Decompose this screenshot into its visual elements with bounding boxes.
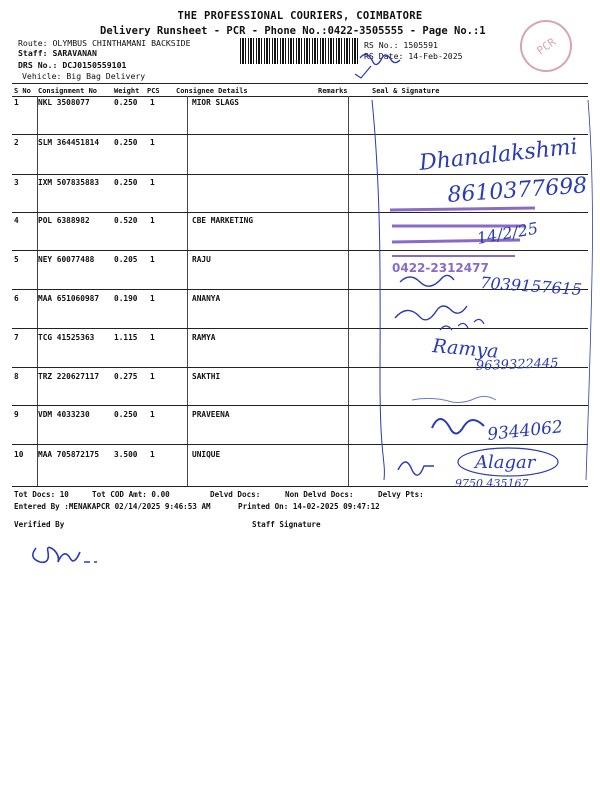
row8-faint-scribble [412,396,496,402]
row-weight: 0.250 [114,138,138,147]
route-label: Route: OLYMBUS CHINTHAMANI BACKSIDE [18,38,191,48]
col-sno: S No [14,87,31,95]
staff-label: Staff: SARAVANAN [18,48,97,58]
row5-phone: 7039157615 [479,273,583,300]
row-consignee: RAJU [192,255,211,264]
drs-number: DRS No.: DCJ0150559101 [18,60,127,70]
seal-column-border-right [586,100,592,480]
row-weight: 0.205 [114,255,138,264]
vehicle-label: Vehicle: Big Bag Delivery [22,71,146,81]
row-consignment: NKL 3508077 [38,98,90,107]
row-consignee: UNIQUE [192,450,221,459]
row9-phone: 9344062 [486,417,564,445]
verified-by-label: Verified By [14,520,65,529]
row9-signature-scribble [432,419,484,434]
col-pcs: PCS [147,87,160,95]
row-consignment: IXM 507835883 [38,178,100,187]
row-pcs: 1 [150,138,155,147]
row-consignment: NEY 60077488 [38,255,95,264]
total-cod-amount: Tot COD Amt: 0.00 [92,490,170,499]
row-sno: 9 [14,410,19,419]
row6-signature-scribble [395,306,467,320]
col-weight: Weight [114,87,140,95]
row-consignment: POL 6388982 [38,216,90,225]
row-pcs: 1 [150,333,155,342]
row-pcs: 1 [150,410,155,419]
row-consignment: VDM 4033230 [38,410,90,419]
verified-by-signature [33,547,97,562]
company-title: THE PROFESSIONAL COURIERS, COIMBATORE [177,10,423,22]
row-sno: 10 [14,450,24,459]
row-pcs: 1 [150,294,155,303]
row-pcs: 1 [150,255,155,264]
stamp-line [390,208,535,210]
runsheet-title: Delivery Runsheet - PCR - Phone No.:0422-3505555 - Page No.:1 [100,25,486,37]
row-weight: 0.520 [114,216,138,225]
stamp-phone: 0422-2312477 [392,261,489,275]
col-seal-signature: Seal & Signature [372,87,440,95]
col-consignee: Consignee Details [176,87,248,95]
row-pcs: 1 [150,98,155,107]
row-weight: 0.190 [114,294,138,303]
printed-on: Printed On: 14-02-2025 09:47:12 [238,502,380,511]
pcr-round-stamp: PCR [510,10,582,82]
row4-date: 14/2/25 [475,218,540,248]
row3-phone: 8610377698 [446,173,589,208]
row-sno: 8 [14,372,19,381]
entered-by: Entered By :MENAKAPCR 02/14/2025 9:46:53 AM [14,502,211,511]
row-consignee: SAKTHI [192,372,221,381]
row-consignment: TCG 41525363 [38,333,95,342]
header-tick-mark [355,66,371,78]
row5-signature-scribble [400,275,454,286]
col-consignment: Consignment No [38,87,98,95]
non-delivered-docs: Non Delvd Docs: [285,490,354,499]
row7-phone: 9639322445 [475,356,559,374]
row-consignment: TRZ 220627117 [38,372,100,381]
row-consignment: MAA 651060987 [38,294,100,303]
row-sno: 3 [14,178,19,187]
row-consignee: RAMYA [192,333,216,342]
row-consignee: CBE MARKETING [192,216,254,225]
header-initials-scribble [360,54,400,64]
row-sno: 1 [14,98,19,107]
row10-phone: 9750 435167 [455,477,529,490]
row-sno: 2 [14,138,19,147]
row10-signature: Alagar [475,452,536,473]
row-consignment: MAA 705872175 [38,450,100,459]
row-weight: 1.115 [114,333,138,342]
seal-column-border [372,100,384,480]
row-pcs: 1 [150,450,155,459]
row-sno: 6 [14,294,19,303]
row6-scribble-digits [440,319,484,330]
row-sno: 7 [14,333,19,342]
row-consignment: SLM 364451814 [38,138,100,147]
row-weight: 0.250 [114,178,138,187]
rs-date: RS Date: 14-Feb-2025 [364,51,463,61]
row2-signature: Dhanalakshmi [418,134,579,176]
staff-signature-label: Staff Signature [252,520,321,529]
row-pcs: 1 [150,372,155,381]
rs-number: RS No.: 1505591 [364,40,438,50]
delivered-docs: Delvd Docs: [210,490,261,499]
row-consignee: MIOR SLAGS [192,98,239,107]
total-docs: Tot Docs: 10 [14,490,69,499]
row-pcs: 1 [150,178,155,187]
delivery-points: Delvy Pts: [378,490,424,499]
row-consignee: PRAVEENA [192,410,230,419]
row-weight: 0.275 [114,372,138,381]
row10-initial-scribble [398,462,434,475]
row-weight: 0.250 [114,98,138,107]
row-consignee: ANANYA [192,294,221,303]
row-weight: 3.500 [114,450,138,459]
row-weight: 0.250 [114,410,138,419]
col-remarks: Remarks [318,87,348,95]
row7-signature: Ramya [431,335,500,363]
row-sno: 4 [14,216,19,225]
row-sno: 5 [14,255,19,264]
row-pcs: 1 [150,216,155,225]
